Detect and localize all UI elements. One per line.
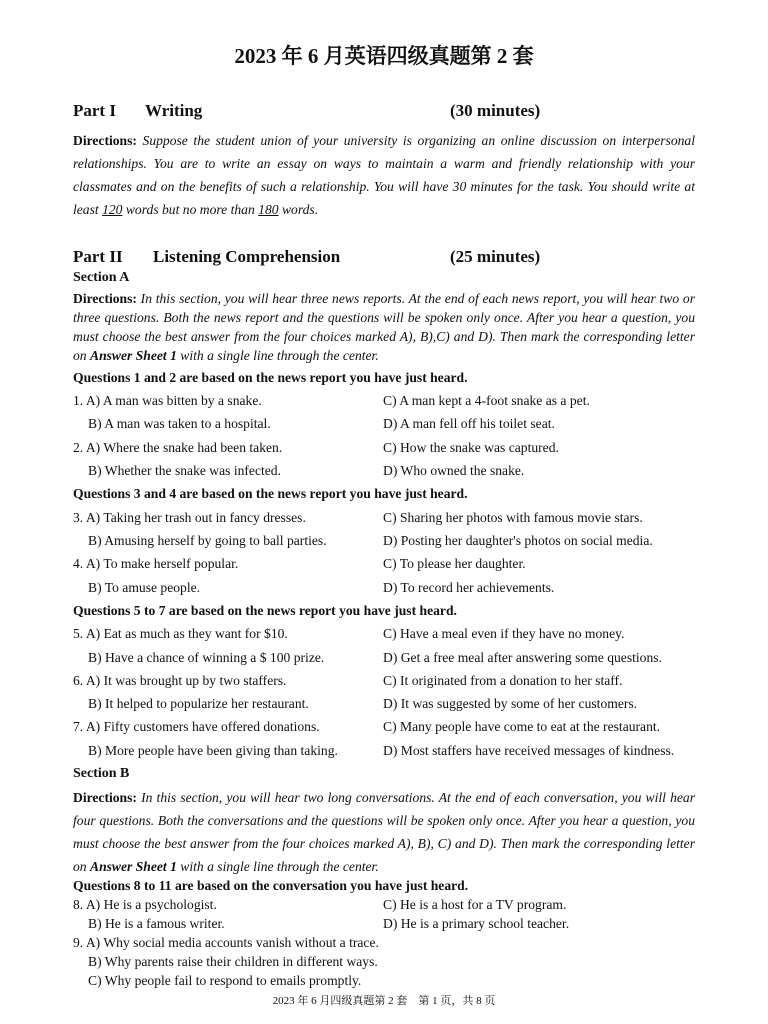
q2-option-a: 2. A) Where the snake had been taken. <box>73 440 283 455</box>
q5-option-c: C) Have a meal even if they have no money. <box>383 626 625 641</box>
part-1-name: Part I <box>73 101 116 120</box>
section-a-title: Section A <box>73 270 130 285</box>
q3-option-a: 3. A) Taking her trash out in fancy dresses. <box>73 510 306 525</box>
q1-option-c: C) A man kept a 4-foot snake as a pet. <box>383 393 590 408</box>
directions-lead: Directions: <box>73 133 137 148</box>
answer-sheet-ref: Answer Sheet 1 <box>90 859 177 874</box>
section-b-title: Section B <box>73 766 130 781</box>
q5-option-d: D) Get a free meal after answering some questions. <box>383 650 662 665</box>
part-2-time: (25 minutes) <box>450 247 541 266</box>
q4-option-d: D) To record her achievements. <box>383 580 555 595</box>
question-group-heading: Questions 5 to 7 are based on the news report you have just heard. <box>73 603 457 618</box>
part-2-header <box>73 247 695 267</box>
q2-option-d: D) Who owned the snake. <box>383 463 525 478</box>
page-title: 2023 年 6 月英语四级真题第 2 套 <box>234 44 534 68</box>
q7-option-c: C) Many people have come to eat at the restaurant. <box>383 719 661 734</box>
q9-option-c: C) Why people fail to respond to emails promptly. <box>88 973 362 988</box>
question-group-heading: Questions 3 and 4 are based on the news report you have just heard. <box>73 486 468 501</box>
q2-option-b: B) Whether the snake was infected. <box>88 463 282 478</box>
q7-option-d: D) Most staffers have received messages of kindness. <box>383 743 675 758</box>
q3-option-c: C) Sharing her photos with famous movie stars. <box>383 510 643 525</box>
q5-option-a: 5. A) Eat as much as they want for $10. <box>73 626 288 641</box>
q4-option-a: 4. A) To make herself popular. <box>73 556 239 571</box>
q8-option-d: D) He is a primary school teacher. <box>383 916 570 931</box>
part-1-directions: Directions: Suppose the student union of your university is organizing an online discussion on interpersonal relationships. You are to write an essay on ways to maintain a warm and friendly relationship with your classmates and on the benefits of such a relationship. You will have 30 minutes for the task. You should write at least 120 words but no more than 180 words. <box>73 133 695 217</box>
q7-option-b: B) More people have been giving than taking. <box>88 743 338 758</box>
q6-option-b: B) It helped to popularize her restaurant. <box>88 696 309 711</box>
answer-sheet-ref: Answer Sheet 1 <box>90 348 177 363</box>
q3-option-d: D) Posting her daughter's photos on social media. <box>383 533 653 548</box>
q8-option-c: C) He is a host for a TV program. <box>383 897 567 912</box>
q8-option-b: B) He is a famous writer. <box>88 916 225 931</box>
q6-option-d: D) It was suggested by some of her customers. <box>383 696 638 711</box>
q4-option-b: B) To amuse people. <box>88 580 201 595</box>
q8-option-a: 8. A) He is a psychologist. <box>73 897 217 912</box>
q1-option-d: D) A man fell off his toilet seat. <box>383 416 555 431</box>
part-2-label: Listening Comprehension <box>153 247 341 266</box>
q1-option-a: 1. A) A man was bitten by a snake. <box>73 393 262 408</box>
q2-option-c: C) How the snake was captured. <box>383 440 559 455</box>
page-footer: 2023 年 6 月四级真题第 2 套 第 1 页，共 8 页 <box>272 995 496 1007</box>
q9-option-a: 9. A) Why social media accounts vanish without a trace. <box>73 935 379 950</box>
section-b-directions: Directions: In this section, you will hear two long conversations. At the end of each conversation, you will hear four questions. Both the conversations and the questions will be spoken only once. After you hear a question, you must choose the best answer from the four choices marked A), B), C) and D). Then mark the corresponding letter on Answer Sheet 1 with a single line through the center. <box>73 790 695 874</box>
part-1-time: (30 minutes) <box>450 101 541 120</box>
part-1-header <box>73 101 695 121</box>
q6-option-a: 6. A) It was brought up by two staffers. <box>73 673 287 688</box>
part-1-label: Writing <box>145 101 203 120</box>
question-group-heading: Questions 1 and 2 are based on the news report you have just heard. <box>73 370 468 385</box>
question-group-heading: Questions 8 to 11 are based on the conversation you have just heard. <box>73 878 469 893</box>
section-a-directions: Directions: In this section, you will hear three news reports. At the end of each news report, you will hear two or three questions. Both the news report and the questions will be spoken only once. After you hear a question, you must choose the best answer from the four choices marked A), B),C) and D). Then mark the corresponding letter on Answer Sheet 1 with a single line through the center. <box>73 291 695 363</box>
q1-option-b: B) A man was taken to a hospital. <box>88 416 271 431</box>
max-words: 180 <box>258 202 279 217</box>
q4-option-c: C) To please her daughter. <box>383 556 526 571</box>
min-words: 120 <box>102 202 123 217</box>
q3-option-b: B) Amusing herself by going to ball parties. <box>88 533 327 548</box>
q7-option-a: 7. A) Fifty customers have offered donations. <box>73 719 320 734</box>
q9-option-b: B) Why parents raise their children in different ways. <box>88 954 378 969</box>
q5-option-b: B) Have a chance of winning a $ 100 prize. <box>88 650 325 665</box>
part-2-name: Part II <box>73 247 123 266</box>
q6-option-c: C) It originated from a donation to her staff. <box>383 673 623 688</box>
